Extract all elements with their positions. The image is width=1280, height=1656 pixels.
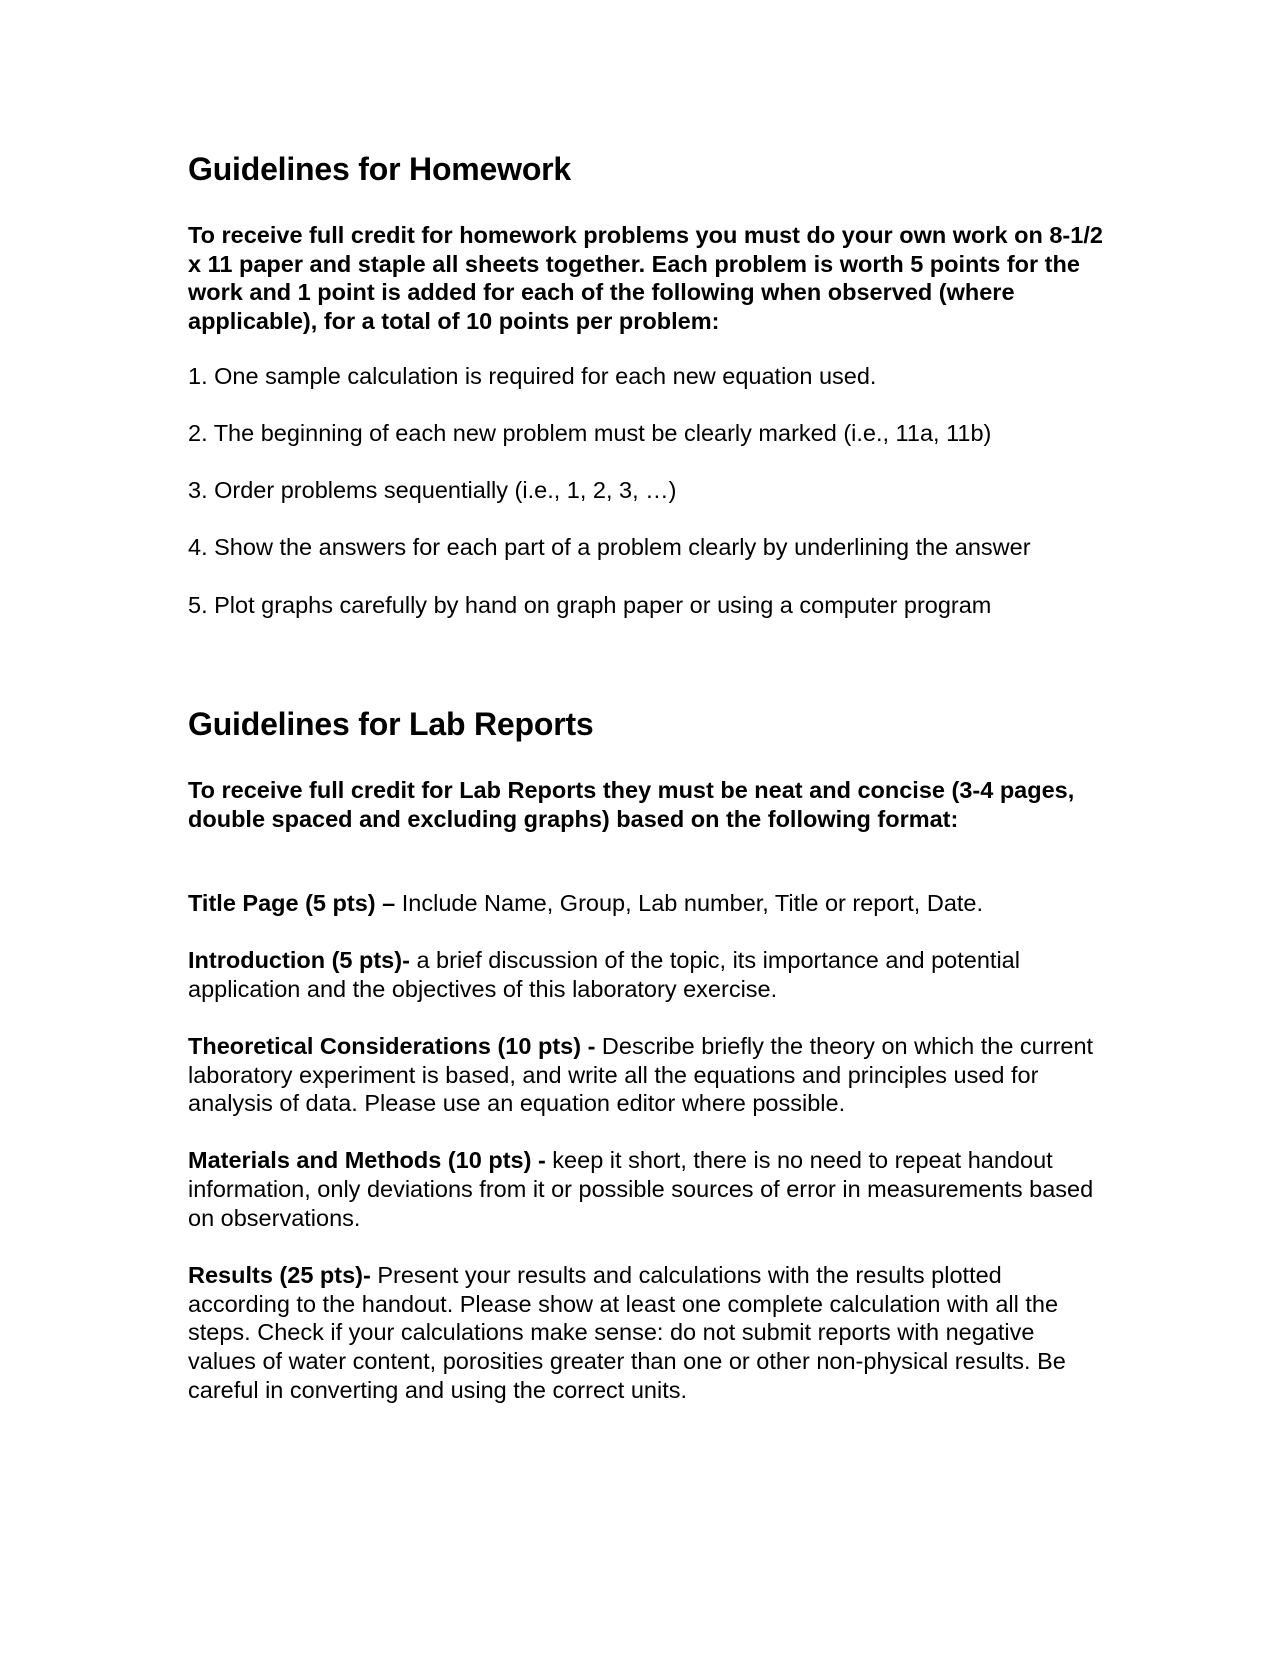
homework-intro: To receive full credit for homework problems you must do your own work on 8-1/2 x 11 paper and staple all sheets together. Each problem is worth 5 points for the work and 1 point is added for each of the following when observed (where applicable), for a total of 10 points per problem: [188,222,1103,335]
lab-section-label: Introduction (5 pts)- [188,946,410,973]
lab-section-theoretical-considerations [188,1032,1108,1118]
lab-section-text: Include Name, Group, Lab number, Title or report, Date. [395,889,984,916]
homework-heading: Guidelines for Homework [188,151,572,187]
homework-requirement-4: 4. Show the answers for each part of a problem clearly by underlining the answer [188,534,1031,561]
homework-requirement-2: 2. The beginning of each new problem must be clearly marked (i.e., 11a, 11b) [188,420,992,447]
lab-section-text: Describe briefly the theory on which the current laboratory experiment is based, and write all the equations and principles used for analysis of data. Please use an equation editor where possible. [188,1032,1094,1117]
homework-requirement-3: 3. Order problems sequentially (i.e., 1, 2, 3, …) [188,477,677,504]
lab-section-text: Present your results and calculations with the results plotted according to the handout. Please show at least one complete calculation with all the steps. Check if your calculations make sense: do not submit reports with negative values of water content, porosities greater than one or other non-physical results. Be careful in converting and using the correct units. [188,1262,1066,1403]
lab-section-title-page [188,889,1108,918]
lab-section-label: Theoretical Considerations (10 pts) - [188,1032,596,1059]
lab-section-materials-methods [188,1146,1108,1232]
lab-report-sections [188,889,1108,1405]
lab-section-label: Results (25 pts)- [188,1262,371,1289]
homework-requirement-1: 1. One sample calculation is required for each new equation used. [188,362,877,389]
lab-section-label: Materials and Methods (10 pts) - [188,1147,546,1174]
homework-requirements-list [188,362,1108,620]
lab-section-introduction [188,946,1108,1003]
homework-requirement-5: 5. Plot graphs carefully by hand on graph paper or using a computer program [188,591,992,618]
lab-section-text: keep it short, there is no need to repeat handout information, only deviations from it or possible sources of error in measurements based on observations. [188,1147,1094,1231]
lab-section-label: Title Page (5 pts) – [188,889,396,916]
lab-section-text: a brief discussion of the topic, its importance and potential application and the objectives of this laboratory exercise. [188,946,1020,1002]
lab-reports-intro: To receive full credit for Lab Reports they must be neat and concise (3-4 pages, double spaced and excluding graphs) based on the following format: [188,777,1075,833]
document-content [188,150,1108,1405]
lab-reports-heading: Guidelines for Lab Reports [188,706,594,743]
lab-section-results [188,1261,1108,1405]
